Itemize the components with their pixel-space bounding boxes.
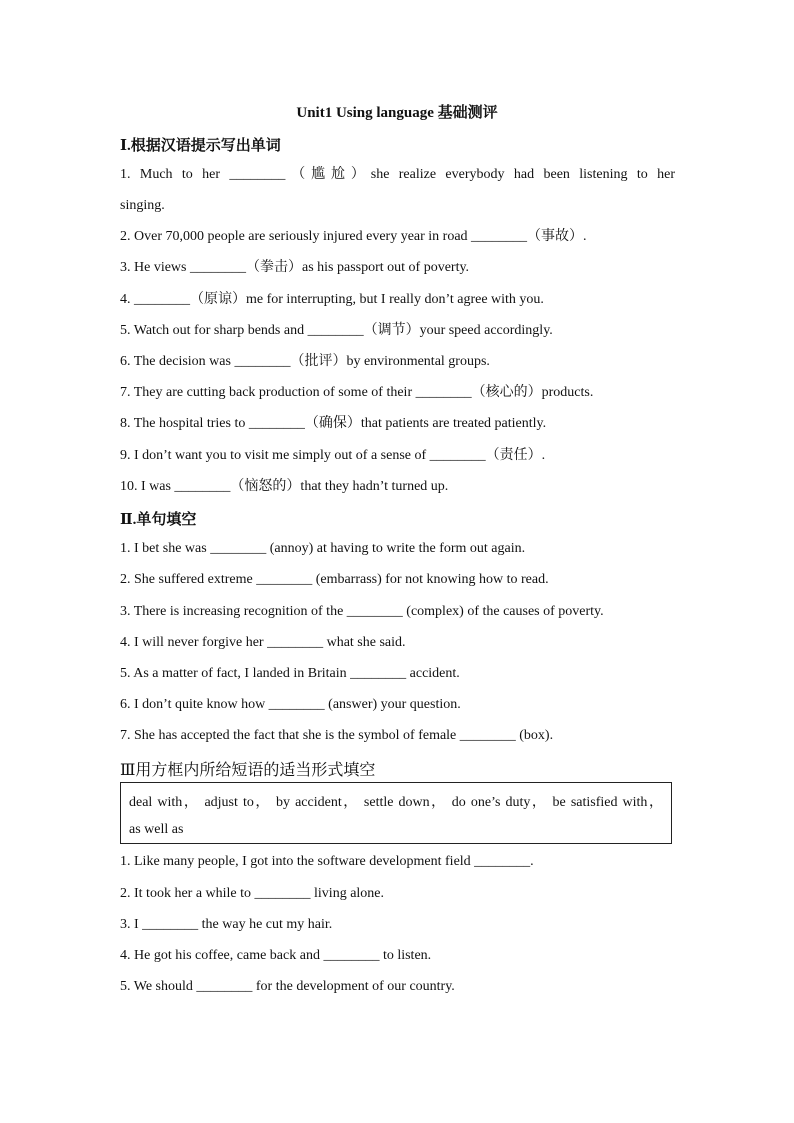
section-2-heading: Ⅱ.单句填空: [120, 512, 197, 528]
section-3-item-2: 2. It took her a while to ________ living alone.: [120, 886, 385, 901]
section-1-item-8: 8. The hospital tries to ________（确保）that patients are treated patiently.: [120, 416, 547, 431]
phrase-box: [120, 782, 672, 844]
section-2-item-4: 4. I will never forgive her ________ what she said.: [120, 635, 406, 650]
section-2-item-5: 5. As a matter of fact, I landed in Britain ________ accident.: [120, 666, 460, 681]
section-1-item-7: 7. They are cutting back production of some of their ________（核心的）products.: [120, 385, 594, 400]
section-1-item-1: 1. Much to her ________（尴尬）she realize everybody had been listening to her: [120, 167, 675, 182]
section-2-item-7: 7. She has accepted the fact that she is the symbol of female ________ (box).: [120, 728, 554, 743]
section-1-item-10: 10. I was ________（恼怒的）that they hadn’t turned up.: [120, 479, 449, 494]
section-1-item-1-cont: singing.: [120, 198, 165, 213]
section-1-heading: Ⅰ.根据汉语提示写出单词: [120, 138, 281, 154]
section-3-item-4: 4. He got his coffee, came back and ________ to listen.: [120, 948, 432, 963]
phrase-box-line-2: as well as: [129, 822, 184, 837]
section-3-heading: Ⅲ用方框内所给短语的适当形式填空: [120, 762, 376, 779]
section-1-item-9: 9. I don’t want you to visit me simply out of a sense of ________（责任）.: [120, 448, 546, 463]
section-1-item-6: 6. The decision was ________（批评）by environmental groups.: [120, 354, 490, 369]
section-3-item-1: 1. Like many people, I got into the software development field ________.: [120, 854, 534, 869]
section-1-item-3: 3. He views ________（拳击）as his passport out of poverty.: [120, 260, 470, 275]
section-2-item-3: 3. There is increasing recognition of the ________ (complex) of the causes of poverty.: [120, 604, 604, 619]
section-1-item-5: 5. Watch out for sharp bends and ________（调节）your speed accordingly.: [120, 323, 553, 338]
page-title: Unit1 Using language 基础测评: [296, 105, 498, 121]
section-2-item-2: 2. She suffered extreme ________ (embarrass) for not knowing how to read.: [120, 572, 549, 587]
section-3-item-3: 3. I ________ the way he cut my hair.: [120, 917, 333, 932]
section-1-item-4: 4. ________（原谅）me for interrupting, but I really don’t agree with you.: [120, 292, 544, 307]
phrase-box-line-1: deal with， adjust to， by accident， settle down， do one’s duty， be satisfied with，: [129, 795, 663, 810]
section-2-item-1: 1. I bet she was ________ (annoy) at having to write the form out again.: [120, 541, 526, 556]
section-1-item-2: 2. Over 70,000 people are seriously injured every year in road ________（事故）.: [120, 229, 587, 244]
section-3-item-5: 5. We should ________ for the development of our country.: [120, 979, 455, 994]
section-2-item-6: 6. I don’t quite know how ________ (answer) your question.: [120, 697, 461, 712]
